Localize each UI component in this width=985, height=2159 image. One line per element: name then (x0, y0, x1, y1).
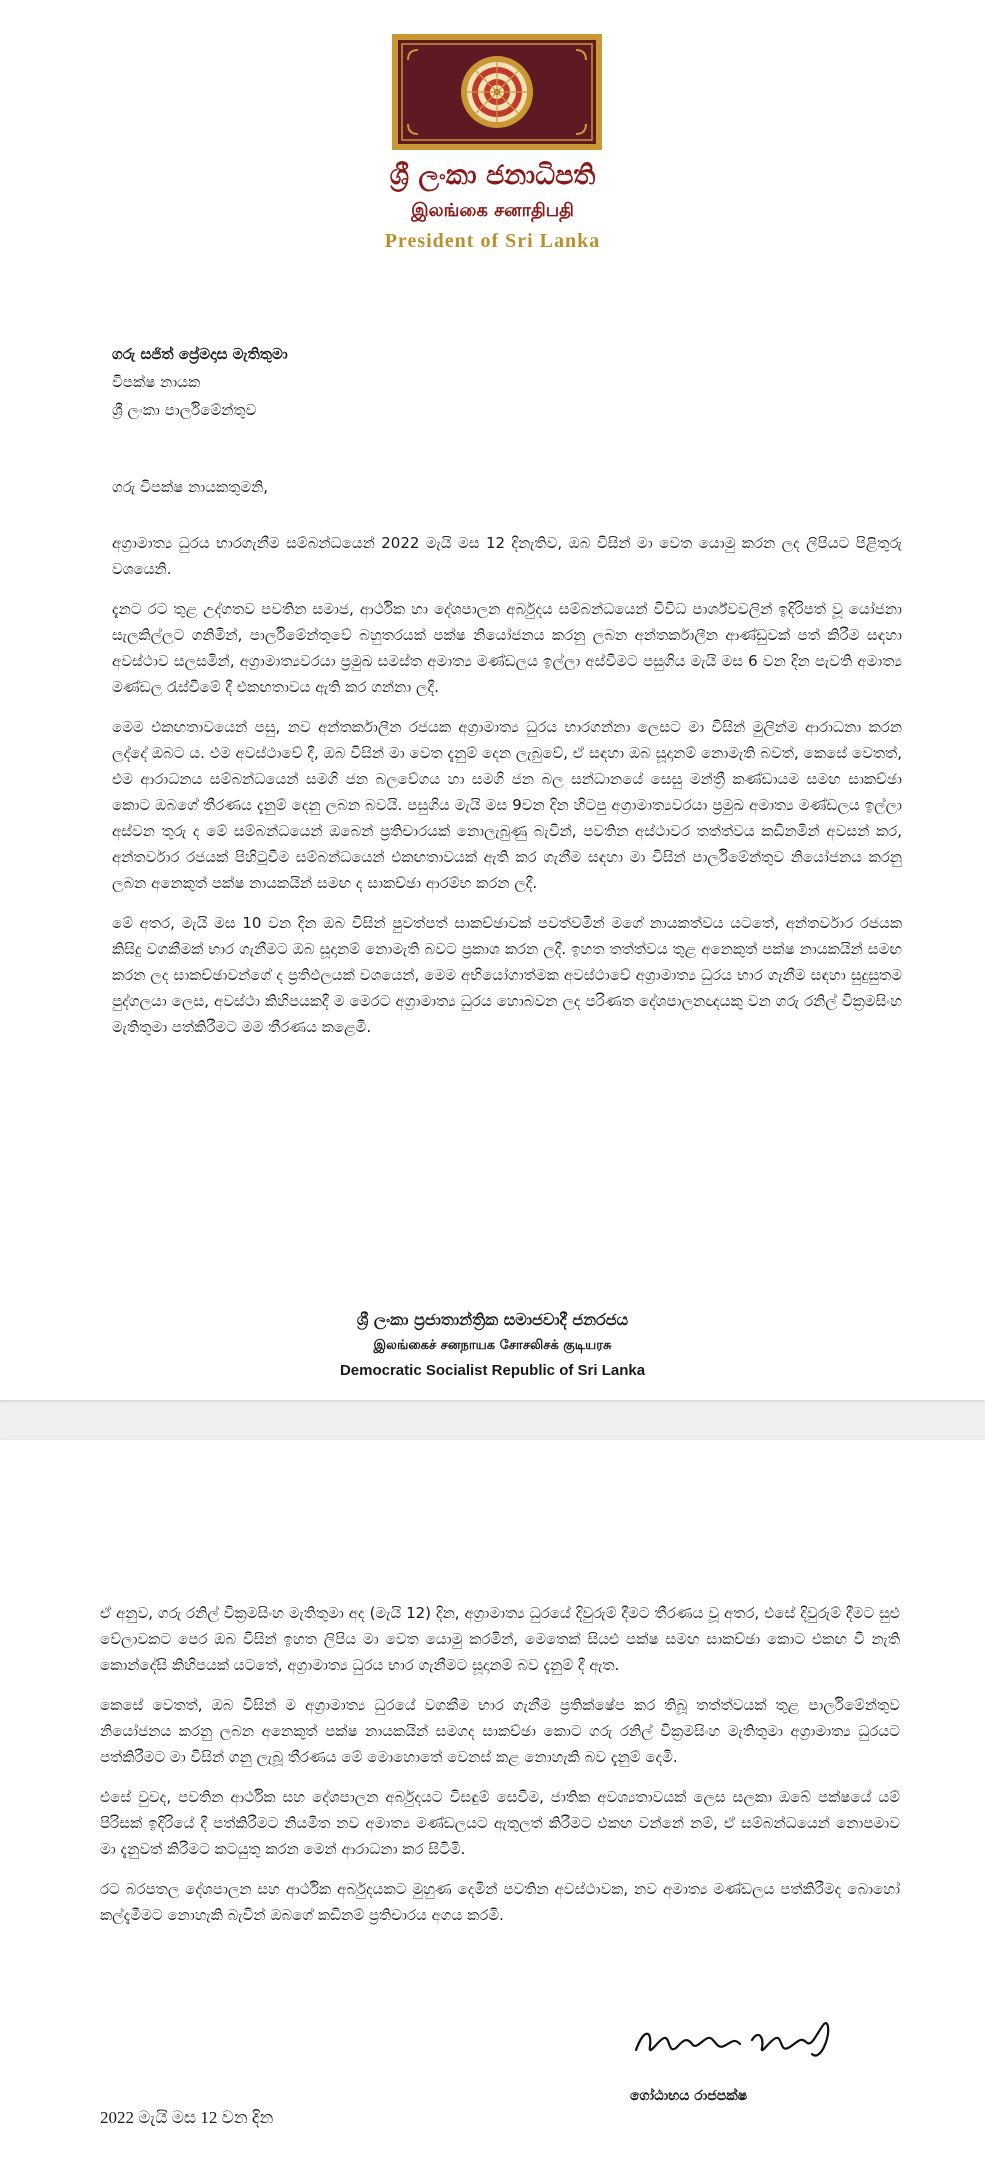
paragraph: මේ අතර, මැයි මස 10 වන දින ඔබ විසින් පුවත්පත් සාකච්ඡාවක් පවත්වමින් මගේ නායකත්වය යටතේ, අන්තර්වාර රජයක කිසිදු වගකීමක් භාර ගැනීමට ඔබ සූදානම් නොමැති බවට ප්‍රකාශ කරන ලදී. ඉහත තත්ත්වය තුළ අනෙකුත් පක්ෂ නායකයින් සමඟ කරන ලද සාකච්ඡාවන්ගේ ද ප්‍රතිඵලයක් වශයෙන්, මෙම අභියෝගාත්මක අවස්ථාවේ අග්‍රාමාත්‍ය ධුරය භාර ගැනීම සඳහා සුදුසුතම පුද්ගලයා ලෙස, අවස්ථා කිහිපයකදී ම මෙරට අග්‍රාමාත්‍ය ධුරය හොබවන ලද පරිණත දේශපාලනඥයකු වන ගරු රනිල් වික්‍රමසිංහ මැතිතුමා පත්කිරීමට මම තීරණය කළෙමි. (112, 914, 902, 1036)
letter-body-page-1 (112, 530, 902, 1054)
footer-name-tamil: இலங்கைச் சனநாயக சோசலிசக் குடியரசு (373, 1338, 612, 1353)
letter-date: 2022 මැයි මස 12 වන දින (100, 2108, 274, 2127)
signatory-name: ගෝඨාභය රාජපක්ෂ (630, 2088, 748, 2104)
paragraph: ඒ අනුව, ගරු රනිල් වික්‍රමසිංහ මැතිතුමා අද (මැයි 12) දින, අග්‍රාමාත්‍ය ධුරයේ දිවුරුම් දීමට තීරණය වූ අතර, එසේ දිවුරුම් දීමට සුළු වේලාවකට පෙර ඔබ විසින් ඉහත ලිපිය මා වෙත යොමු කරමින්, මෙතෙක් සියළු පක්ෂ සමඟ සාකච්ඡා කොට එකඟ වී නැති කොන්දේසි කිහිපයක් යටතේ, අග්‍රාමාත්‍ය ධුරය භාර ගැනීමට සූදානම් බව දැනුම් දී ඇත. (100, 1604, 900, 1674)
letter-page-2 (0, 1440, 985, 2159)
recipient-position: විපක්ෂ නායක (112, 373, 201, 391)
header-title-tamil: இலங்கை சனாதிபதி (411, 200, 574, 221)
footer-name-sinhala: ශ්‍රී ලංකා ප්‍රජාතාන්ත්‍රික සමාජවාදී ජනරජය (356, 1310, 629, 1329)
header-title-sinhala: ශ්‍රී ලංකා ජනාධිපති (389, 160, 596, 191)
paragraph: මෙම එකඟතාවයෙන් පසු, නව අන්තර්කාලීන රජයක අග්‍රාමාත්‍ය ධුරය භාරගන්නා ලෙසට මා විසින් මුලින්ම ආරාධනා කරන ලද්දේ ඔබට ය. එම අවස්ථාවේ දී, ඔබ විසින් මා වෙත දැනුම් දෙන ලැබුවේ, ඒ සඳහා ඔබ සූදානම් නොමැති බවත්, කෙසේ වෙතත්, එම ආරාධනය සම්බන්ධයෙන් සමගි ජන බලවේගය හා සමගි ජන බල සන්ධානයේ සෙසු මන්ත්‍රී කණ්ඩායම සමඟ සාකච්ඡා කොට ඔබගේ තීරණය දැනුම් දෙනු ලබන බවයි. පසුගිය මැයි මස 9වන දින හිටපු අග්‍රාමාත්‍යවරයා ප්‍රමුඛ අමාත්‍ය මණ්ඩලය ඉල්ලා අස්වන තුරු ද මේ සම්බන්ධයෙන් ඔබෙන් ප්‍රතිචාරයක් නොලැබුණු බැවින්, පවතින අස්ථාවර තත්ත්වය කඩිනමින් අවසන් කර, අන්තර්වාර රජයක් පිහිටුවීම සම්බන්ධයෙන් එකඟතාවයක් ඇති කර ගැනීම සඳහා මා විසින් පාර්ලිමේන්තුව නියෝජනය කරනු ලබන අනෙකුත් පක්ෂ නායකයින් සමඟ ද සාකච්ඡා ආරම්භ කරන ලදී. (112, 718, 902, 892)
paragraph: අග්‍රාමාත්‍ය ධුරය භාරගැනීම සම්බන්ධයෙන් 2022 මැයි මස 12 දිනැතිව, ඔබ විසින් මා වෙත යොමු කරන ලද ලිපියට පිළිතුරු වශයෙනි. (112, 534, 902, 578)
recipient-institution: ශ්‍රී ලංකා පාර්ලිමේන්තුව (112, 401, 257, 419)
footer-name-english: Democratic Socialist Republic of Sri Lanka (339, 1362, 646, 1379)
letter-body-page-2 (100, 1600, 900, 1942)
paragraph: කෙසේ වෙතත්, ඔබ විසින් ම අග්‍රාමාත්‍ය ධුරයේ වගකීම භාර ගැනීම ප්‍රතික්ෂේප කර තිබූ තත්ත්වයක් තුළ පාර්ලිමේන්තුව නියෝජනය කරනු ලබන අනෙකුත් පක්ෂ නායකයින් සමගද සාකච්ඡා කොට ගරු රනිල් වික්‍රමසිංහ මැතිතුමා අග්‍රාමාත්‍ය ධුරයට පත්කිරීමට මා විසින් ගනු ලැබූ තීරණය මේ මොහොතේ වෙනස් කළ නොහැකි බව දැනුම් දෙමි. (100, 1696, 901, 1766)
paragraph: රට බරපතල දේශපාලන සහ ආර්ථික අර්බුදයකට මුහුණ දෙමින් පවතින අවස්ථාවක, නව අමාත්‍ය මණ්ඩලය පත්කිරීමද බොහෝ කල්දැමීමට නොහැකි බැවින් ඔබගේ කඩිනම් ප්‍රතිචාරය අගය කරමි. (100, 1880, 900, 1924)
header-title-english: President of Sri Lanka (384, 230, 601, 252)
salutation: ගරු විපක්ෂ නායකතුමනි, (112, 478, 269, 496)
presidential-emblem-icon (392, 34, 602, 150)
signature-icon (630, 2010, 850, 2070)
recipient-address (112, 340, 288, 424)
recipient-name: ගරු සජිත් ප්‍රේමදාස මැතිතුමා (112, 345, 288, 363)
paragraph: දැනට රට තුළ උද්ගතව පවතින සමාජ, ආර්ථික හා දේශපාලන අර්බුදය සම්බන්ධයෙන් විවිධ පාර්ශ්වවලින් ඉදිරිපත් වූ යෝජනා සැලකිල්ලට ගනිමින්, පාර්ලිමේන්තුවේ බහුතරයක් පක්ෂ නියෝජනය කරනු ලබන අන්තර්කාලීන ආණ්ඩුවක් පත් කිරීම සඳහා අවස්ථාව සලසමින්, අග්‍රාමාත්‍යවරයා ප්‍රමුඛ සමස්ත අමාත්‍ය මණ්ඩලය ඉල්ලා අස්වීමට පසුගිය මැයි මස 6 වන දින පැවති අමාත්‍ය මණ්ඩල රැස්වීමේ දී එකඟතාවය ඇති කර ගන්නා ලදී. (112, 600, 902, 696)
paragraph: එසේ වුවද, පවතින ආර්ථික සහ දේශපාලන අර්බුදයට විසඳුම් සෙවීම, ජාතික අවශ්‍යතාවයක් ලෙස සලකා ඔබේ පක්ෂයේ යම් පිරිසක් ඉදිරියේ දී පත්කිරීමට නියමිත නව අමාත්‍ය මණ්ඩලයට ඇතුලත් කිරීමට එකඟ වන්නේ නම්, ඒ සම්බන්ධයෙන් නොපමාව මා දැනුවත් කිරීමට කටයුතු කරන මෙන් ආරාධනා කර සිටිමි. (100, 1788, 900, 1858)
